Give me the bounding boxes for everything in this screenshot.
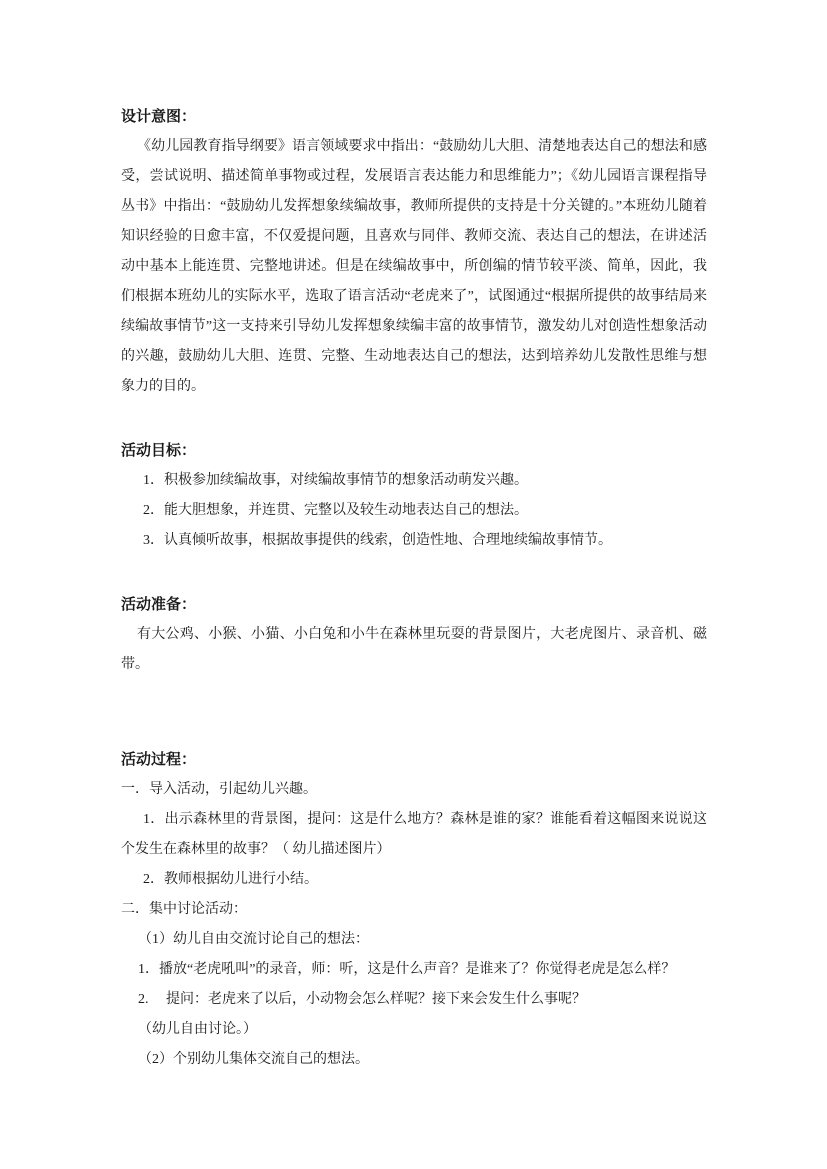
document-content: [121, 102, 707, 1075]
heading-process: 活动过程：: [121, 752, 197, 768]
process-note-free-discussion: （幼儿自由讨论。）: [138, 1022, 257, 1037]
process-step-teacher-summary: 2．教师根据幼儿进行小结。: [143, 872, 318, 887]
goal-item-3: 3．认真倾听故事，根据故事提供的线索，创造性地、合理地续编故事情节。: [143, 533, 612, 548]
process-substep-question: 2. 提问：老虎来了以后，小动物会怎么样呢？接下来会发生什么事呢？: [138, 992, 586, 1007]
preparation-paragraph: 有大公鸡、小猴、小猫、小白兔和小牛在森林里玩耍的背景图片，大老虎图片、录音机、磁带。: [121, 627, 707, 672]
process-substep-play-recording: 1．播放“老虎吼叫”的录音，师：听，这是什么声音？是谁来了？你觉得老虎是怎么样？: [138, 962, 676, 977]
goal-item-2: 2．能大胆想象，并连贯、完整以及较生动地表达自己的想法。: [143, 503, 528, 518]
heading-design-intent: 设计意图：: [121, 109, 197, 125]
process-substep-free-discussion: （1）幼儿自由交流讨论自己的想法：: [138, 932, 369, 947]
heading-preparation: 活动准备：: [121, 597, 197, 613]
design-intent-paragraph: 《幼儿园教育指导纲要》语言领域要求中指出：“鼓励幼儿大胆、清楚地表达自己的想法和感受，尝试说明、描述简单事物或过程，发展语言表达能力和思维能力”；《幼儿园语言课程指导丛书》中指出：“鼓励幼儿发挥想象续编故事，教师所提供的支持是十分关键的。”本班幼儿随着知识经验的日愈丰富，不仅爱提问题，且喜欢与同伴、教师交流、表达自己的想法，在讲述活动中基本上能连贯、完整地讲述。但是在续编故事中，所创编的情节较平淡、简单，因此，我们根据本班幼儿的实际水平，选取了语言活动“老虎来了”，试图通过“根据所提供的故事结局来续编故事情节”这一支持来引导幼儿发挥想象续编丰富的故事情节，激发幼儿对创造性想象活动的兴趣，鼓励幼儿大胆、连贯、完整、生动地表达自己的想法，达到培养幼儿发散性思维与想象力的目的。: [121, 139, 707, 394]
process-step-intro: 一．导入活动，引起幼儿兴趣。: [121, 782, 317, 797]
heading-goals: 活动目标：: [121, 443, 197, 459]
goal-item-1: 1．积极参加续编故事，对续编故事情节的想象活动萌发兴趣。: [143, 473, 528, 488]
process-substep-group-share: （2）个别幼儿集体交流自己的想法。: [138, 1052, 369, 1067]
process-step-show-picture: 1．出示森林里的背景图，提问：这是什么地方？森林是谁的家？谁能看着这幅图来说说这个发生在森林里的故事？（ 幼儿描述图片）: [121, 812, 707, 857]
process-step-discussion: 二．集中讨论活动：: [121, 902, 247, 917]
